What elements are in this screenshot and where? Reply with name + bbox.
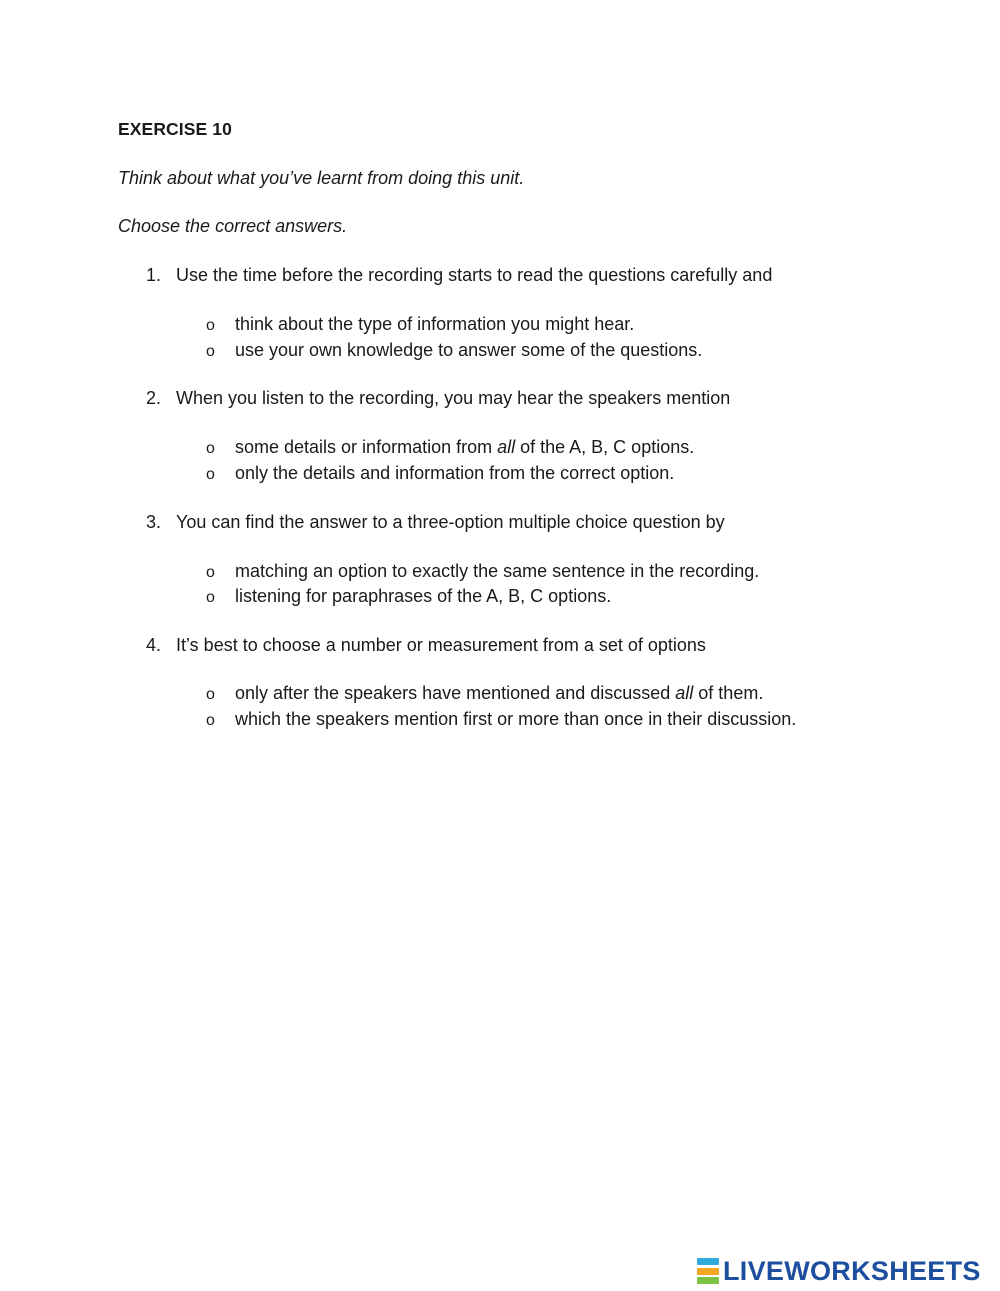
option-1a[interactable] [206,314,634,335]
option-3b[interactable] [206,586,611,607]
circle-bullet-icon: o [206,589,215,606]
question-3 [146,512,725,533]
option-1b[interactable] [206,340,702,361]
option-2a[interactable] [206,437,694,458]
question-number: 1. [146,265,162,285]
option-4b[interactable] [206,709,796,730]
question-text: It’s best to choose a number or measurement from a set of options [176,635,706,655]
instruction-think: Think about what you’ve learnt from doing this unit. [118,168,525,188]
logo-text: LIVEWORKSHEETS [723,1255,981,1286]
option-text: only after the speakers have mentioned and discussed [235,683,676,703]
question-text: Use the time before the recording starts to read the questions carefully and [176,265,773,285]
option-3a[interactable] [206,561,759,582]
option-text: some details or information from [235,437,498,457]
question-1 [146,265,772,286]
circle-bullet-icon: o [206,440,215,457]
option-text: only the details and information from the correct option. [235,463,675,483]
question-number: 4. [146,635,162,655]
option-text-end: of the A, B, C options. [515,437,695,457]
exercise-heading: EXERCISE 10 [118,119,232,139]
circle-bullet-icon: o [206,564,215,581]
logo-icon-block [697,1277,719,1284]
option-text: which the speakers mention first or more than once in their discussion. [235,709,797,729]
circle-bullet-icon: o [206,466,215,483]
option-text: use your own knowledge to answer some of the questions. [235,340,703,360]
circle-bullet-icon: o [206,712,215,729]
liveworksheets-logo-icon [697,1258,719,1284]
option-4a[interactable] [206,683,763,704]
logo-icon-block [697,1258,719,1265]
circle-bullet-icon: o [206,686,215,703]
option-2b[interactable] [206,463,674,484]
option-text: matching an option to exactly the same sentence in the recording. [235,561,760,581]
question-number: 3. [146,512,162,532]
instruction-choose: Choose the correct answers. [118,216,348,236]
circle-bullet-icon: o [206,343,215,360]
question-2 [146,388,730,409]
question-number: 2. [146,388,162,408]
option-text: listening for paraphrases of the A, B, C options. [235,586,612,606]
option-text-end: of them. [693,683,764,703]
option-emphasis: all [497,437,516,457]
question-4 [146,635,706,656]
option-emphasis: all [675,683,694,703]
question-text: When you listen to the recording, you may hear the speakers mention [176,388,731,408]
circle-bullet-icon: o [206,317,215,334]
option-text: think about the type of information you might hear. [235,314,635,334]
liveworksheets-logo [697,1256,981,1286]
question-text: You can find the answer to a three-option multiple choice question by [176,512,725,532]
logo-icon-block [697,1268,719,1275]
